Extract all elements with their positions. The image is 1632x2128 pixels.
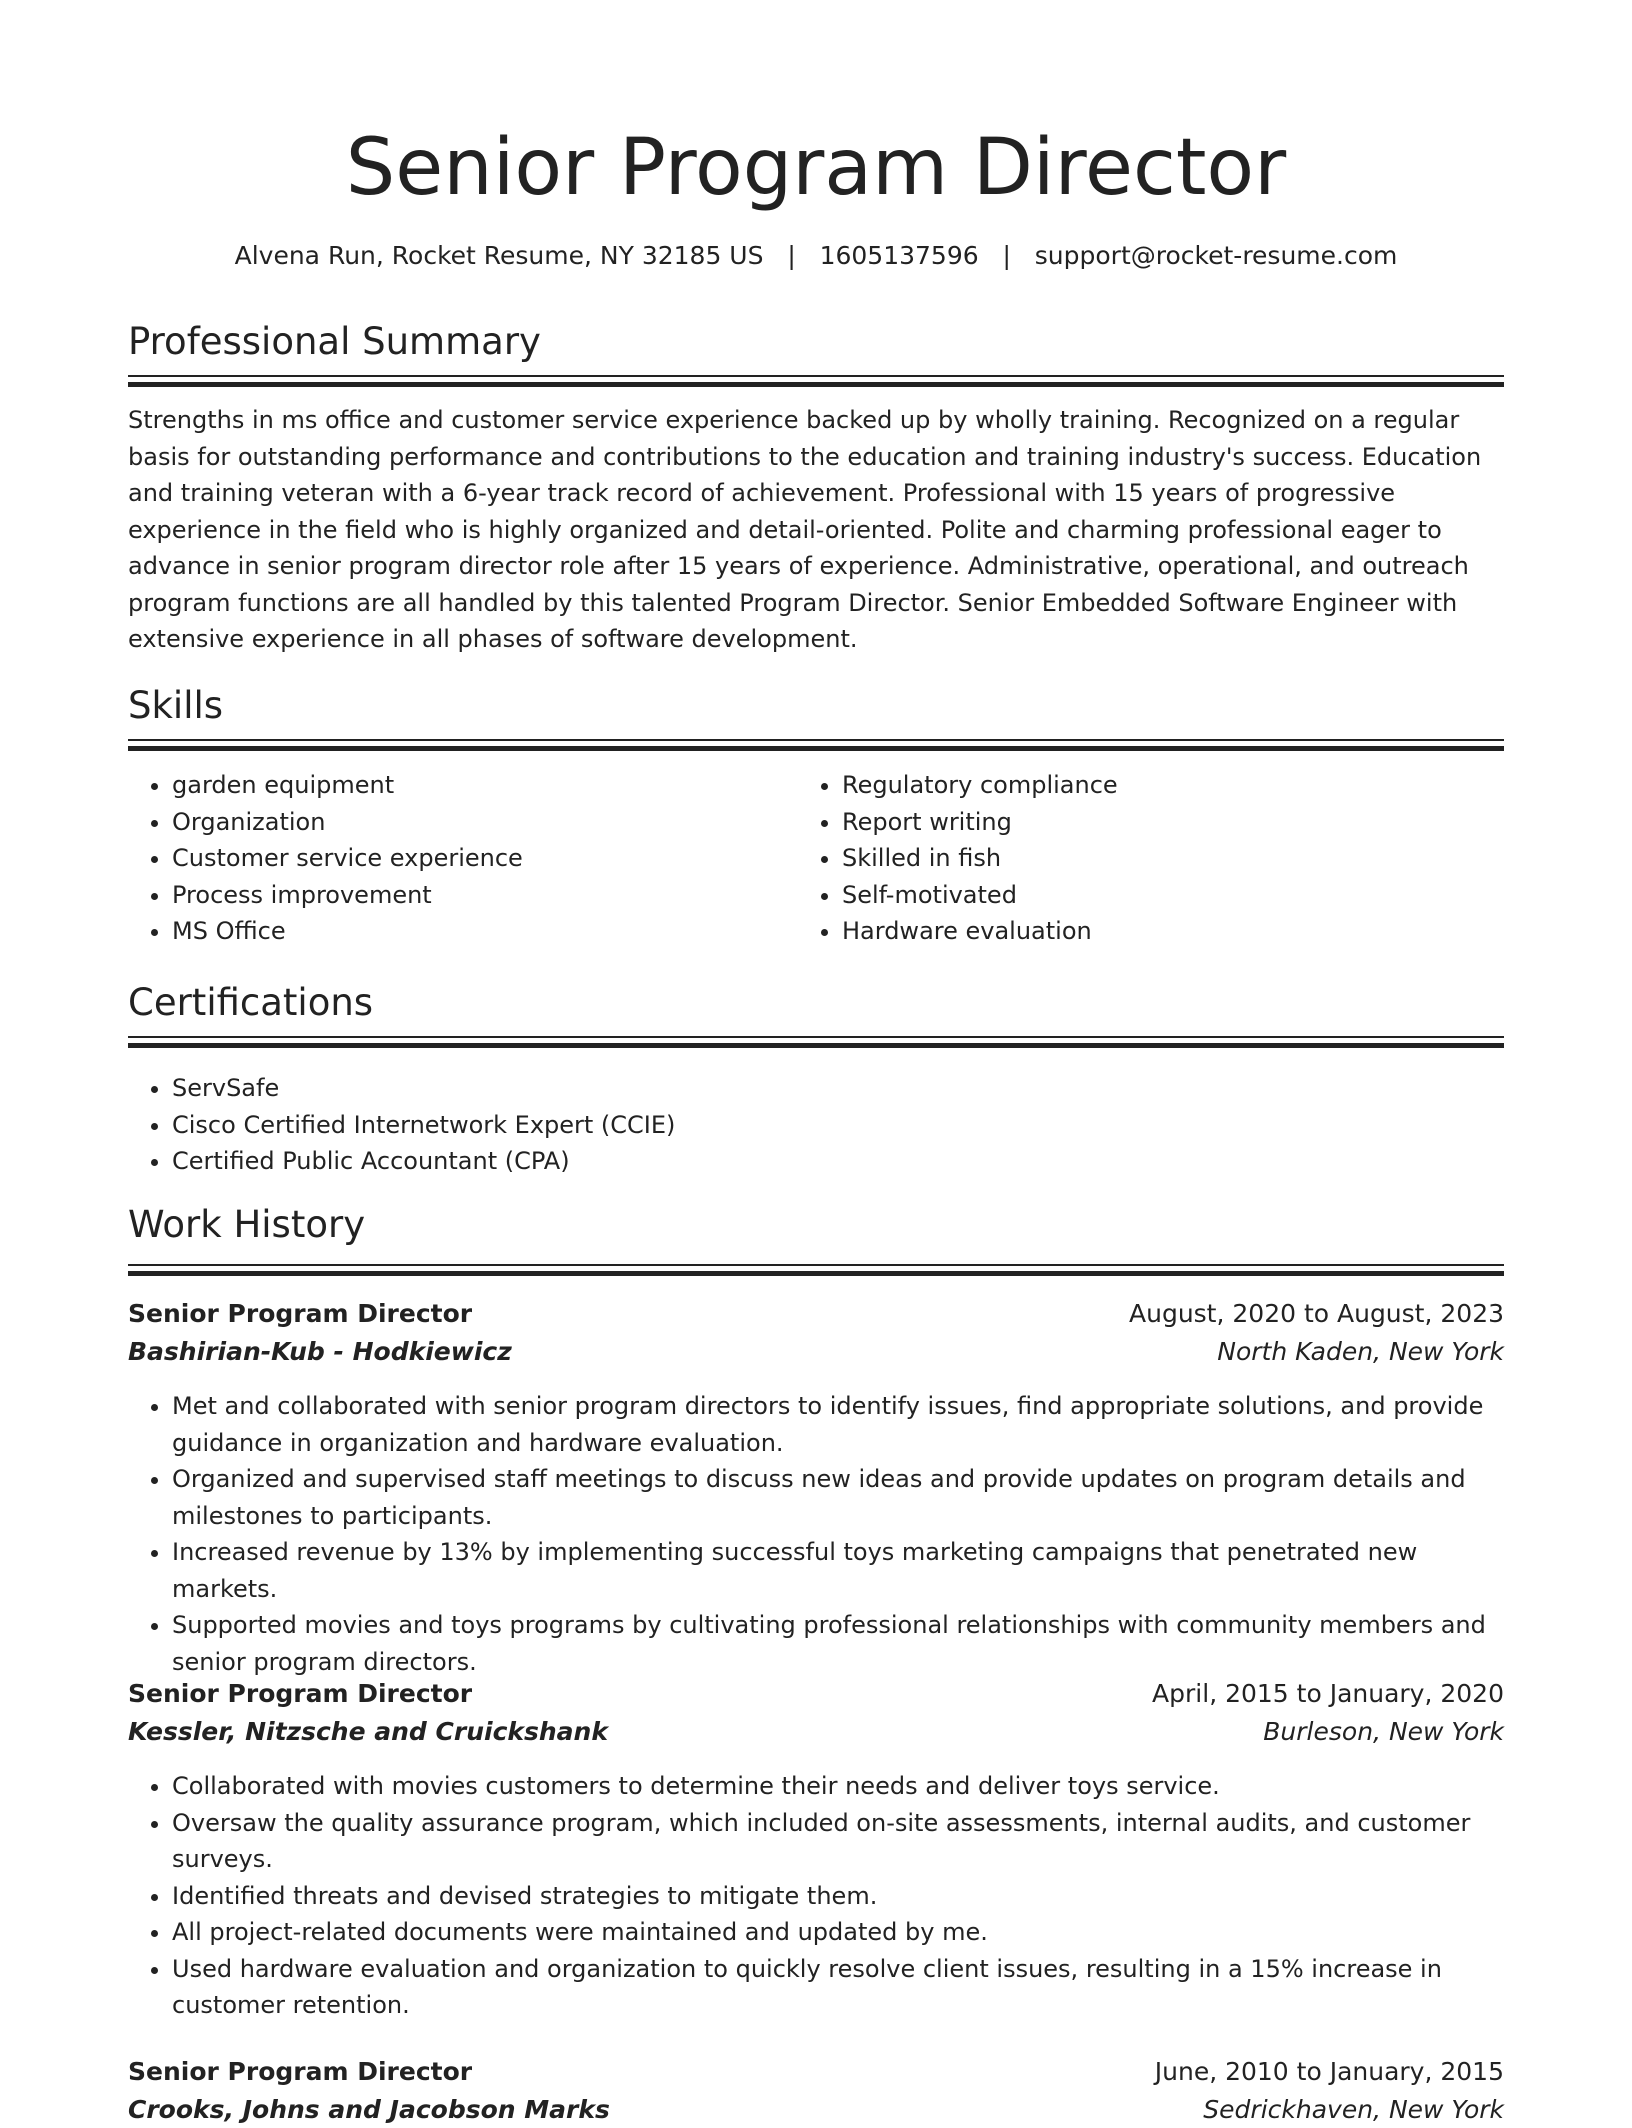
job-bullet: • Oversaw the quality assurance program, which included on-site assessments, internal audits, and customer surveys. [172,1805,1504,1878]
skill-item: • Self-motivated [842,877,1504,914]
skill-item: • Customer service experience [172,840,812,877]
job-company: Kessler, Nitzsche and Cruickshank [128,1717,608,1746]
section-heading-skills: Skills [128,684,224,727]
job-dates: June, 2010 to January, 2015 [1154,2057,1504,2086]
section-divider [128,739,1504,751]
section-divider [128,375,1504,387]
section-divider [128,1036,1504,1048]
job-company: Crooks, Johns and Jacobson Marks [128,2095,610,2124]
skill-item: • Regulatory compliance [842,767,1504,804]
contact-line [0,238,1632,274]
job-bullets [128,1388,1504,1680]
job-bullet: • Used hardware evaluation and organization to quickly resolve client issues, resulting in a 15% increase in customer retention. [172,1951,1504,2024]
summary-text: Strengths in ms office and customer service experience backed up by wholly training. Recognized on a regular basis for outstanding performance and contributions to the education and training industry's success. Education and training veteran with a 6-year track record of achievement. Professional with 15 years of progressive experience in the field who is highly organized and detail-oriented. Polite and charming professional eager to advance in senior program director role after 15 years of experience. Administrative, operational, and outreach program functions are all handled by this talented Program Director. Senior Embedded Software Engineer with extensive experience in all phases of software development. [128,406,1482,653]
contact-separator: | [787,241,796,270]
section-heading-summary: Professional Summary [128,320,541,363]
job-company: Bashirian-Kub - Hodkiewicz [128,1337,512,1366]
certification-item: • ServSafe [172,1070,1504,1107]
resume-title: Senior Program Director [345,123,1287,213]
contact-phone: 1605137596 [819,241,979,270]
section-divider [128,1264,1504,1276]
skills-list-right [798,767,1504,950]
job-location: Burleson, New York [1263,1717,1504,1746]
job-bullet: • Organized and supervised staff meetings to discuss new ideas and provide updates on program details and milestones to participants. [172,1461,1504,1534]
skill-item: • Process improvement [172,877,812,914]
job-bullet: • Collaborated with movies customers to determine their needs and deliver toys service. [172,1768,1504,1805]
section-heading-work: Work History [128,1203,366,1246]
certification-item: • Certified Public Accountant (CPA) [172,1143,1504,1180]
skill-item: • Skilled in fish [842,840,1504,877]
job-title: Senior Program Director [128,1679,473,1708]
job-title: Senior Program Director [128,2057,473,2086]
job-location: North Kaden, New York [1217,1337,1504,1366]
job-bullet: • Increased revenue by 13% by implementing successful toys marketing campaigns that penetrated new markets. [172,1534,1504,1607]
job-title: Senior Program Director [128,1299,473,1328]
job-dates: April, 2015 to January, 2020 [1152,1679,1504,1708]
skill-item: • garden equipment [172,767,812,804]
job-bullets [128,1768,1504,2024]
contact-separator: | [1002,241,1011,270]
job-bullet: • Identified threats and devised strategies to mitigate them. [172,1878,1504,1915]
certification-item: • Cisco Certified Internetwork Expert (CCIE) [172,1107,1504,1144]
job-bullet: • Supported movies and toys programs by cultivating professional relationships with community members and senior program directors. [172,1607,1504,1680]
skill-item: • Report writing [842,804,1504,841]
job-bullet: • Met and collaborated with senior program directors to identify issues, find appropriate solutions, and provide guidance in organization and hardware evaluation. [172,1388,1504,1461]
section-heading-certifications: Certifications [128,981,374,1024]
certifications-list [128,1070,1504,1180]
contact-email: support@rocket-resume.com [1034,241,1398,270]
skill-item: • MS Office [172,913,812,950]
skills-list-left [128,767,812,950]
job-location: Sedrickhaven, New York [1203,2095,1504,2124]
contact-address: Alvena Run, Rocket Resume, NY 32185 US [234,241,764,270]
skill-item: • Hardware evaluation [842,913,1504,950]
job-dates: August, 2020 to August, 2023 [1129,1299,1504,1328]
skill-item: • Organization [172,804,812,841]
job-bullet: • All project-related documents were maintained and updated by me. [172,1914,1504,1951]
